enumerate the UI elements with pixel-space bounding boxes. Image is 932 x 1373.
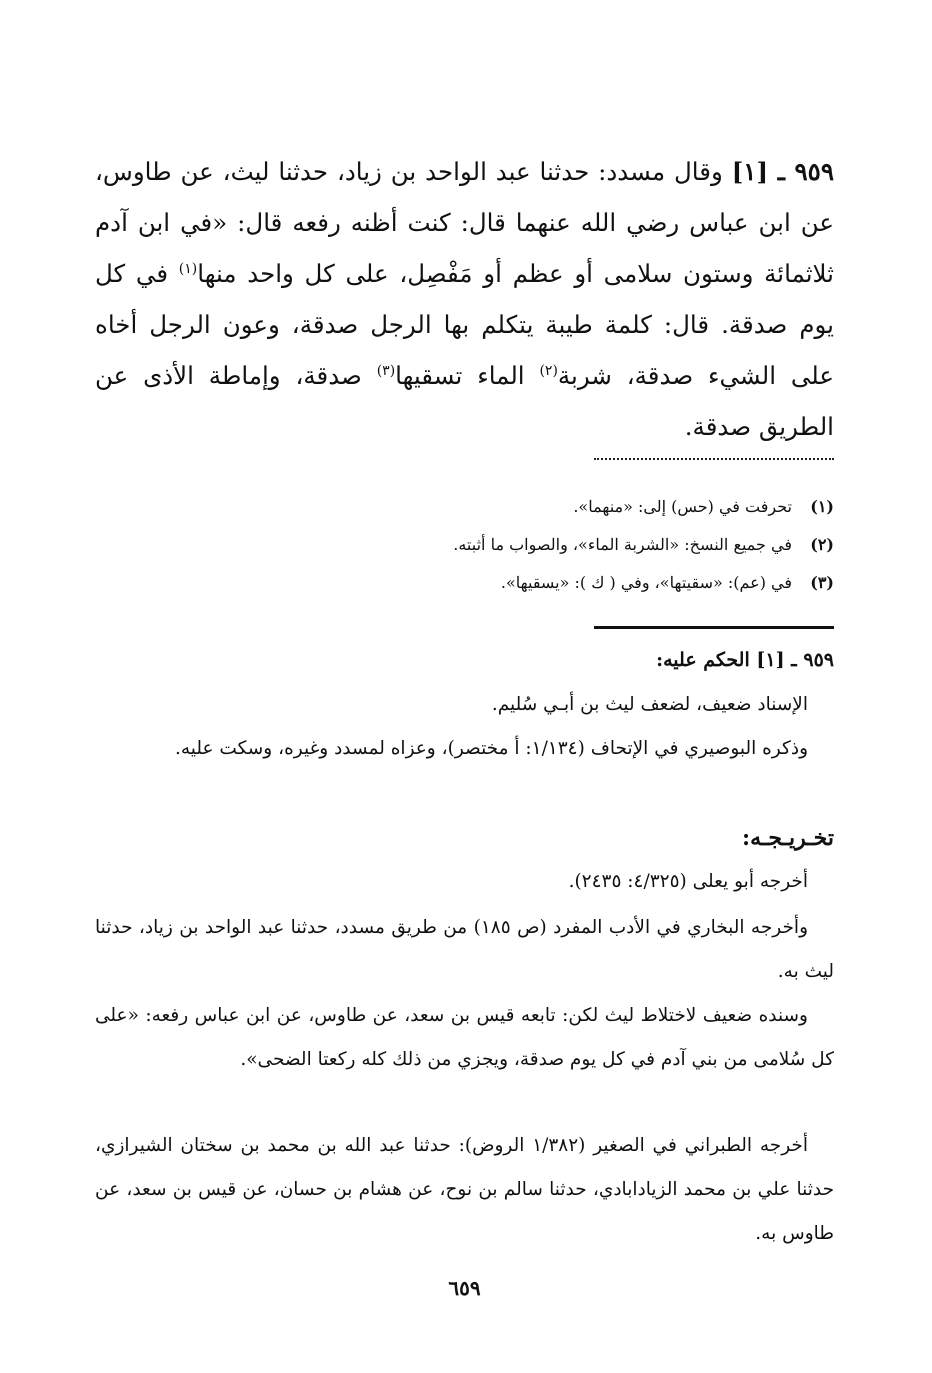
ruling-paragraph-2: وذكره البوصيري في الإتحاف (١/١٣٤: أ مختصر)، وعزاه لمسدد وغيره، وسكت عليه.	[175, 738, 808, 759]
takhrij-paragraph-4: أخرجه الطبراني في الصغير (١/٣٨٢ الروض): حدثنا عبد الله بن محمد بن سختان الشيرازي، حدثنا علي بن محمد الزيادابادي، حدثنا سالم بن نوح، عن هشام بن حسان، عن قيس بن سعد، عن طاوس به.	[95, 1135, 834, 1244]
takhrij-paragraph-2: وأخرجه البخاري في الأدب المفرد (ص ١٨٥) من طريق مسدد، حدثنا عبد الواحد بن زياد، حدثنا ليث به.	[95, 917, 834, 982]
hadith-text-part-2: في كل يوم صدقة. قال: كلمة طيبة يتكلم بها الرجل صدقة، وعون الرجل أخاه على الشيء صدقة، شربة	[95, 259, 834, 390]
footnote-number: (١)	[810, 497, 834, 516]
footnote-item	[95, 488, 834, 526]
footnote-ref-2: (٢)	[539, 362, 558, 379]
section-divider	[594, 626, 834, 629]
page-number: ٦٥٩	[448, 1276, 481, 1300]
footnote-text: تحرفت في (حس) إلى: «منهما».	[573, 497, 792, 516]
takhrij-paragraph-3: وسنده ضعيف لاختلاط ليث لكن: تابعه قيس بن سعد، عن طاوس، عن ابن عباس رفعه: «على كل سُلامى من بني آدم في كل يوم صدقة، ويجزي من ذلك كله ركعتا الضحى».	[95, 1005, 834, 1070]
footnote-text: في جميع النسخ: «الشربة الماء»، والصواب ما أثبته.	[453, 535, 792, 554]
hadith-text-part-3: الماء تسقيها	[395, 361, 540, 390]
hadith-text	[95, 146, 834, 452]
footnote-number: (٣)	[810, 573, 834, 592]
hadith-text-part-4: صدقة، وإماطة الأذى عن الطريق صدقة.	[95, 361, 834, 441]
footnotes-list	[95, 488, 834, 602]
ruling-paragraph-1: الإسناد ضعيف، لضعف ليث بن أبـي سُليم.	[491, 694, 808, 715]
footnote-item	[95, 526, 834, 564]
book-page	[95, 0, 834, 1373]
hadith-number: ٩٥٩ ـ [١]	[731, 157, 834, 186]
footnote-item	[95, 564, 834, 602]
footnote-separator	[594, 458, 834, 460]
footnote-ref-1: (١)	[178, 260, 198, 277]
footnote-number: (٢)	[810, 535, 834, 554]
footnote-ref-3: (٣)	[376, 362, 396, 379]
takhrij-heading: تخـريـجـه:	[741, 825, 834, 851]
footnote-text: في (عم): «سقيتها»، وفي ( ك ): «يسقيها».	[500, 573, 792, 592]
ruling-heading: ٩٥٩ ـ [١] الحكم عليه:	[656, 649, 834, 671]
hadith-text-part-1: وقال مسدد: حدثنا عبد الواحد بن زياد، حدثنا ليث، عن طاوس، عن ابن عباس رضي الله عنهما قال: كنت أظنه رفعه قال: «في ابن آدم ثلاثمائة وستون سلامى أو عظم أو مَفْصِل، على كل واحد منها	[95, 157, 834, 288]
takhrij-paragraph-1: أخرجه أبو يعلى (٤/٣٢٥: ٢٤٣٥).	[568, 871, 808, 892]
